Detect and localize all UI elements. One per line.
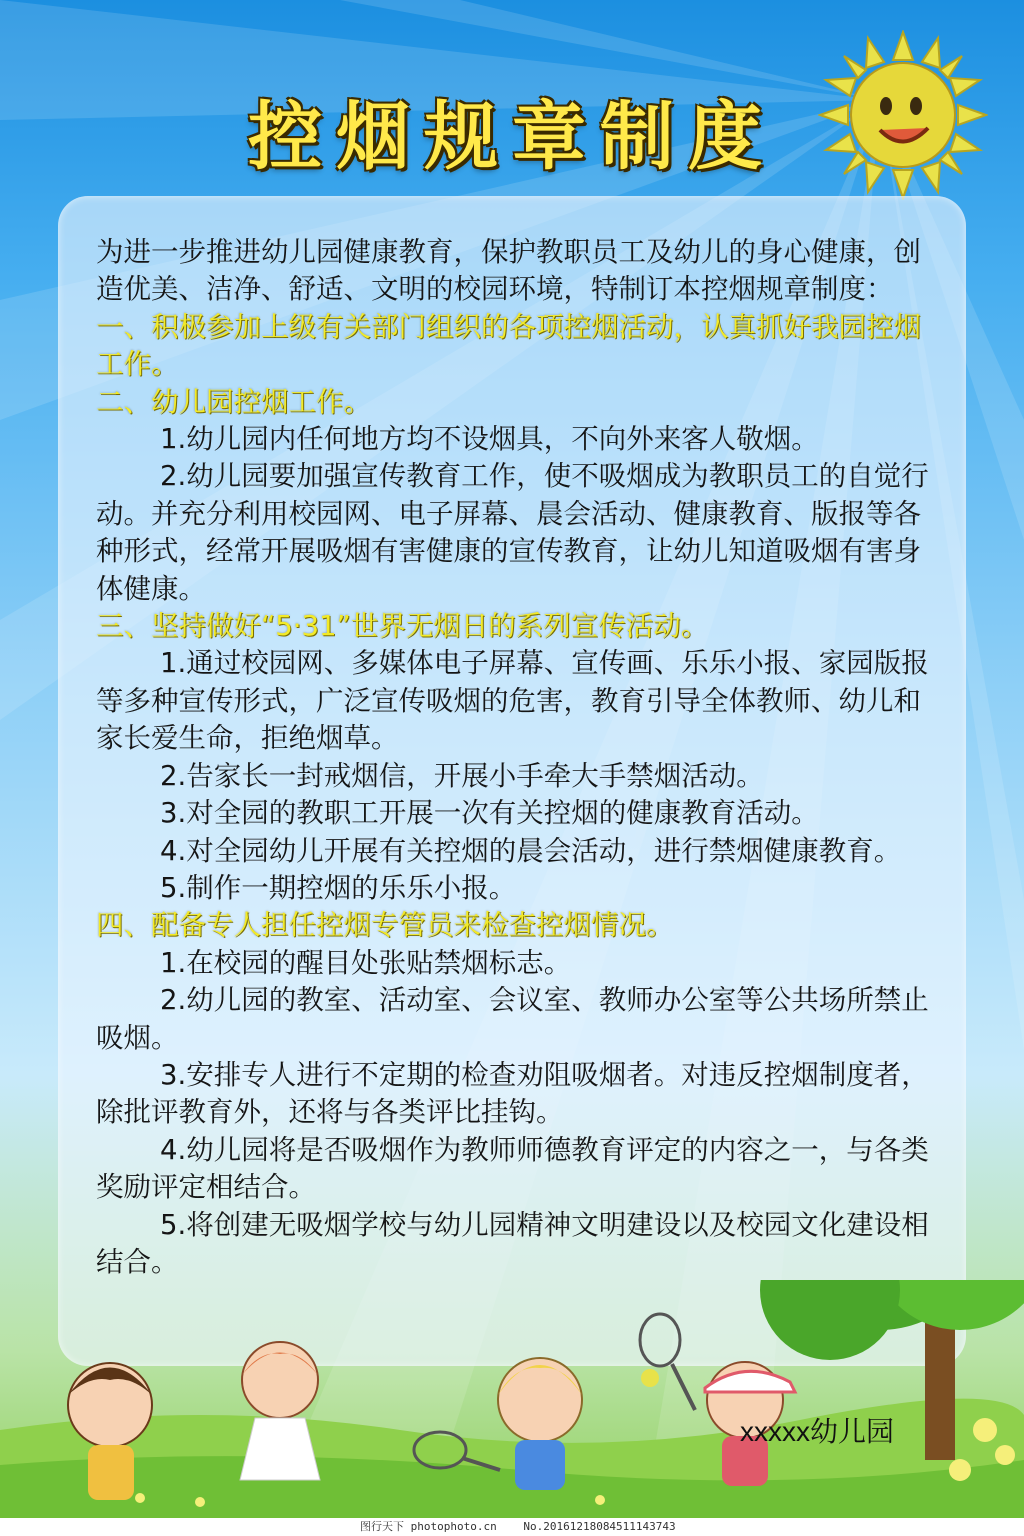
list-item: 1.通过校园网、多媒体电子屏幕、宣传画、乐乐小报、家园版报等多种宣传形式，广泛宣传吸烟的危害，教育引导全体教师、幼儿和家长爱生命，拒绝烟草。: [96, 647, 929, 755]
list-item: 5.制作一期控烟的乐乐小报。: [160, 871, 517, 904]
list-item: 2.幼儿园的教室、活动室、会议室、教师办公室等公共场所禁止吸烟。: [96, 984, 929, 1054]
playground-scene-illustration: [0, 1280, 1024, 1520]
section-heading: 一、积极参加上级有关部门组织的各项控烟活动，认真抓好我园控烟工作。: [96, 310, 921, 381]
list-item: 3.对全园的教职工开展一次有关控烟的健康教育活动。: [160, 797, 819, 830]
watermark-bar: [0, 1518, 1024, 1536]
list-item: 2.幼儿园要加强宣传教育工作，使不吸烟成为教职员工的自觉行动。并充分利用校园网、电子屏幕、晨会活动、健康教育、版报等各种形式，经常开展吸烟有害健康的宣传教育，让幼儿知道吸烟有害身体健康。: [96, 460, 929, 605]
section-heading: 二、幼儿园控烟工作。: [96, 385, 371, 418]
child-figure-icon: [240, 1342, 320, 1480]
watermark-site: 图行天下 photophoto.cn: [360, 1520, 497, 1533]
list-item: 4.对全园幼儿开展有关控烟的晨会活动，进行禁烟健康教育。: [160, 834, 902, 867]
kindergarten-name: xxxxx幼儿园: [740, 1416, 895, 1447]
list-item: 2.告家长一封戒烟信，开展小手牵大手禁烟活动。: [160, 759, 764, 792]
intro-paragraph: 为进一步推进幼儿园健康教育，保护教职员工及幼儿的身心健康，创造优美、洁净、舒适、文明的校园环境，特制订本控烟规章制度：: [96, 236, 921, 306]
section-heading: 三、坚持做好“5·31”世界无烟日的系列宣传活动。: [96, 610, 709, 643]
list-item: 1.幼儿园内任何地方均不设烟具，不向外来客人敬烟。: [160, 423, 819, 456]
watermark-id: No.20161218084511143743: [523, 1520, 676, 1533]
regulation-text: [96, 234, 942, 1281]
page-title: 控烟规章制度: [248, 94, 776, 180]
list-item: 4.幼儿园将是否吸烟作为教师师德教育评定的内容之一，与各类奖励评定相结合。: [96, 1133, 929, 1204]
list-item: 1.在校园的醒目处张贴禁烟标志。: [160, 946, 572, 979]
list-item: 5.将创建无吸烟学校与幼儿园精神文明建设以及校园文化建设相结合。: [96, 1208, 929, 1278]
list-item: 3.安排专人进行不定期的检查劝阻吸烟者。对违反控烟制度者，除批评教育外，还将与各类评比挂钩。: [96, 1058, 929, 1129]
section-heading: 四、配备专人担任控烟专管员来检查控烟情况。: [96, 909, 674, 942]
